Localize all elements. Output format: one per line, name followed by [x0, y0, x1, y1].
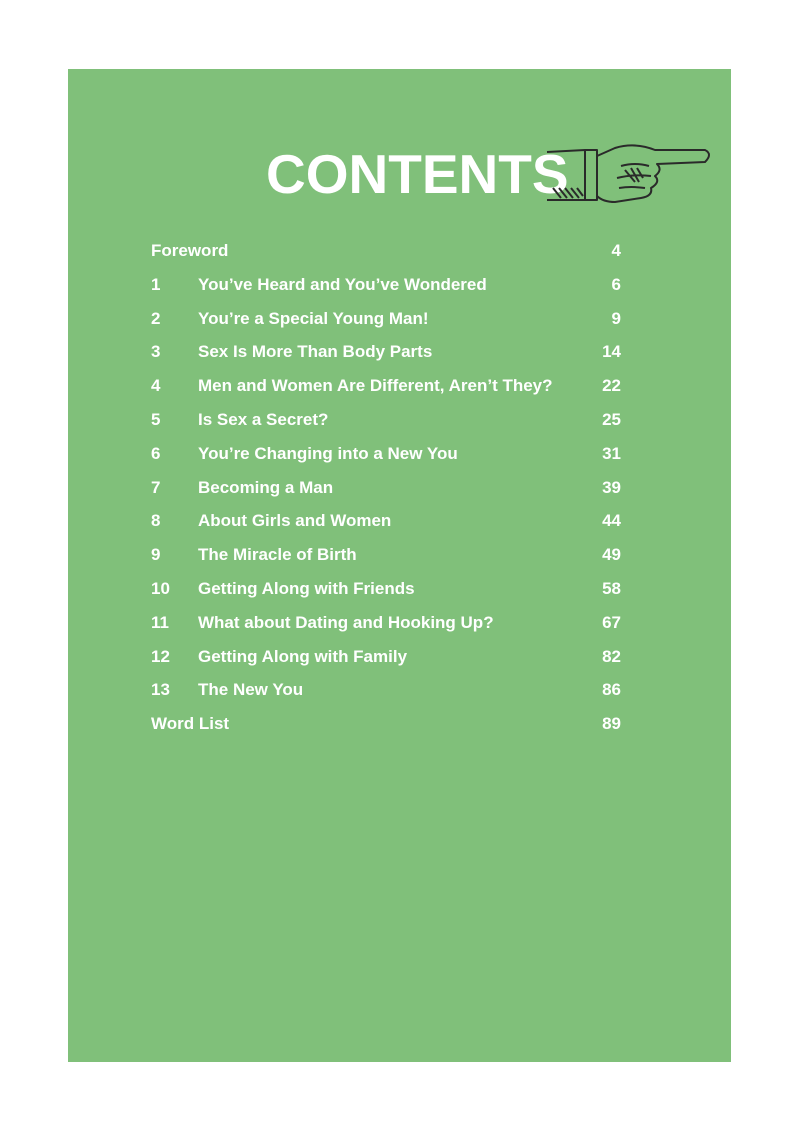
toc-entry-label: Foreword: [151, 241, 229, 260]
toc-entry-chapter[interactable]: [151, 273, 621, 307]
toc-entry-chapter[interactable]: [151, 611, 621, 645]
pointing-hand-icon: [545, 140, 715, 205]
toc-entry-label: The New You: [198, 680, 304, 700]
toc-entry-page: 22: [602, 376, 621, 396]
toc-entry-label: Getting Along with Family: [198, 646, 408, 666]
toc-entry-label: Becoming a Man: [198, 477, 334, 497]
toc-entry-page: 4: [611, 241, 621, 260]
toc-entry-page: 49: [602, 545, 621, 565]
toc-entry-label: Getting Along with Friends: [198, 578, 415, 598]
toc-entry-chapter[interactable]: [151, 442, 621, 476]
toc-entry-label: Is Sex a Secret?: [198, 409, 329, 429]
toc-entry-label: Sex Is More Than Body Parts: [198, 342, 433, 362]
toc-entry-number: 12: [151, 646, 170, 666]
toc-entry-label: You’re Changing into a New You: [198, 443, 458, 463]
toc-entry-label: You’re a Special Young Man!: [198, 308, 429, 328]
toc-entry-chapter[interactable]: [151, 577, 621, 611]
toc-entry-number: 5: [151, 409, 161, 429]
toc-entry-number: 4: [151, 376, 161, 396]
toc-entry-label: Word List: [151, 714, 230, 734]
toc-entry-number: 10: [151, 578, 170, 598]
toc-entry-chapter[interactable]: [151, 678, 621, 712]
toc-entry-page: 44: [602, 511, 621, 531]
toc-entry-chapter[interactable]: [151, 340, 621, 374]
toc-entry-page: 14: [602, 342, 621, 362]
toc-entry-page: 58: [602, 578, 621, 598]
toc-entry-label: About Girls and Women: [198, 511, 392, 531]
toc-entry-page: 67: [602, 612, 621, 632]
toc-entry-page: 31: [602, 443, 621, 463]
page-title: CONTENTS: [266, 143, 569, 205]
toc-entry-label: The Miracle of Birth: [198, 545, 357, 565]
toc-entry-label: What about Dating and Hooking Up?: [198, 612, 494, 632]
toc-entry-label: Men and Women Are Different, Aren’t They?: [198, 376, 553, 396]
toc-entry-word-list[interactable]: [151, 712, 621, 746]
toc-entry-chapter[interactable]: [151, 476, 621, 510]
toc-entry-label: You’ve Heard and You’ve Wondered: [198, 274, 487, 294]
toc-entry-page: 39: [602, 477, 621, 497]
toc-entry-chapter[interactable]: [151, 509, 621, 543]
toc-entry-chapter[interactable]: [151, 645, 621, 679]
toc-entry-page: 9: [611, 308, 621, 328]
toc-entry-number: 13: [151, 680, 170, 700]
toc-entry-foreword[interactable]: [151, 239, 621, 273]
toc-entry-number: 6: [151, 443, 161, 463]
toc-entry-number: 2: [151, 308, 161, 328]
toc-entry-chapter[interactable]: [151, 374, 621, 408]
toc-entry-number: 1: [151, 274, 161, 294]
toc-entry-number: 8: [151, 511, 161, 531]
toc-entry-chapter[interactable]: [151, 408, 621, 442]
toc-entry-number: 3: [151, 342, 161, 362]
toc-entry-page: 86: [602, 680, 621, 700]
toc-entry-page: 6: [611, 274, 621, 294]
toc-entry-chapter[interactable]: [151, 307, 621, 341]
table-of-contents: [151, 239, 621, 746]
toc-entry-page: 89: [602, 714, 621, 734]
toc-entry-number: 11: [151, 612, 169, 632]
toc-entry-number: 9: [151, 545, 161, 565]
toc-entry-chapter[interactable]: [151, 543, 621, 577]
toc-entry-page: 82: [602, 646, 621, 666]
toc-entry-page: 25: [602, 409, 621, 429]
toc-entry-number: 7: [151, 477, 161, 497]
